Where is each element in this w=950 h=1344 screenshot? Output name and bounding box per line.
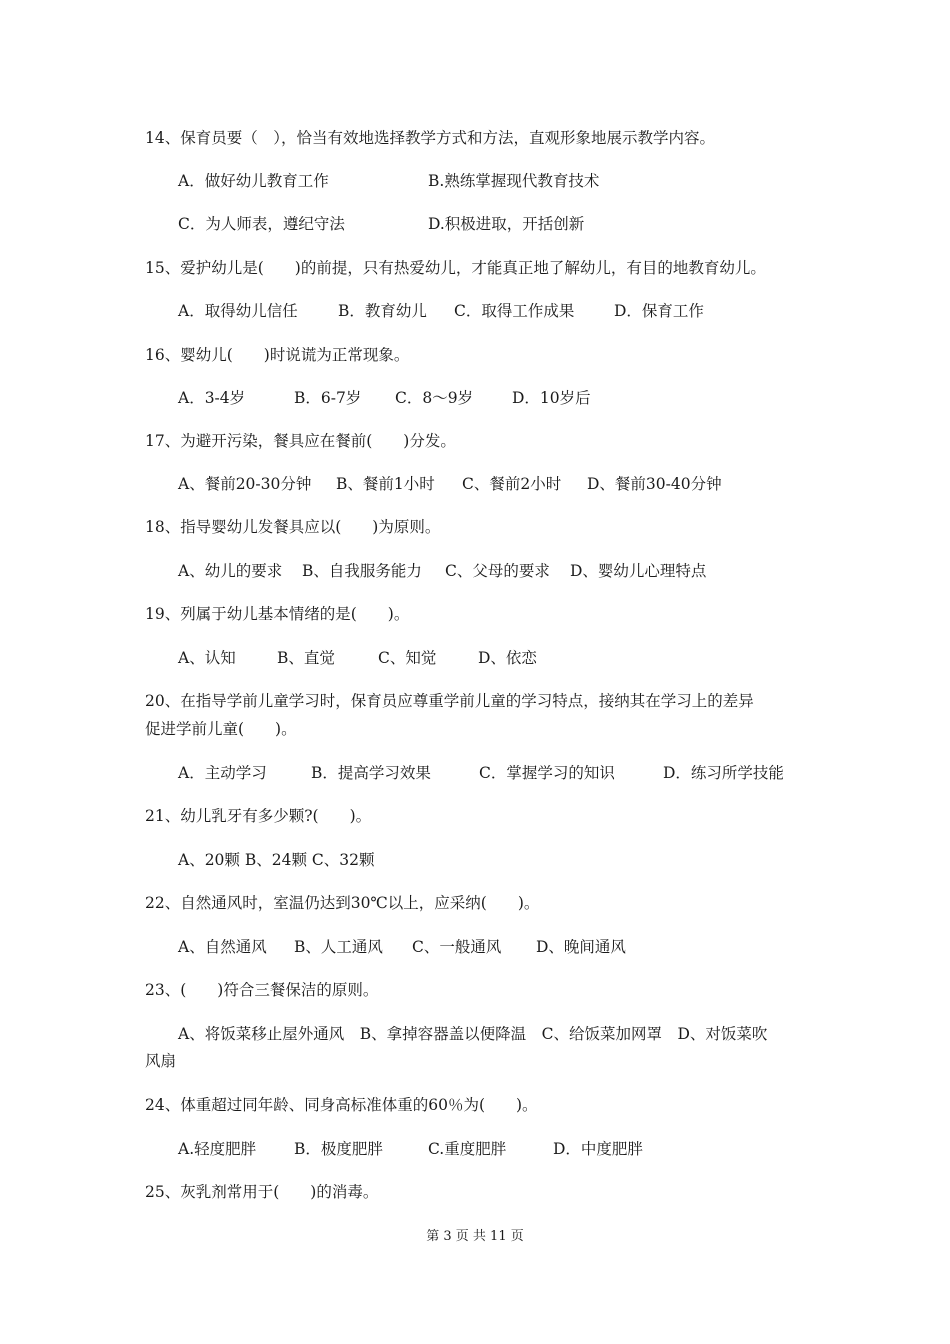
option-c: C、餐前2小时 — [462, 475, 562, 493]
option-d: D、依恋 — [478, 649, 537, 667]
page-number: 第 3 页 共 11 页 — [426, 1229, 524, 1244]
option-b: B、人工通风 — [294, 938, 383, 956]
option-c: C．取得工作成果 — [454, 302, 575, 320]
option-d: D.积极进取，开括创新 — [428, 215, 585, 233]
option-b: B．提高学习效果 — [311, 764, 431, 782]
option-c: C、父母的要求 — [445, 562, 550, 580]
option-b: B、餐前1小时 — [336, 475, 435, 493]
question-25: 25、灰乳剂常用于( )的消毒。 — [145, 1183, 379, 1201]
question-19: 19、列属于幼儿基本情绪的是( )。 — [145, 605, 410, 623]
option-a: A．取得幼儿信任 — [178, 302, 298, 320]
option-a: A、自然通风 — [178, 938, 267, 956]
question-17: 17、为避开污染，餐具应在餐前( )分发。 — [145, 432, 456, 450]
option-a: A．主动学习 — [178, 764, 267, 782]
option-a: A、幼儿的要求 — [178, 562, 283, 580]
option-b: B．极度肥胖 — [294, 1140, 383, 1158]
option-b: B、直觉 — [277, 649, 335, 667]
option-d: D．保育工作 — [614, 302, 704, 320]
question-16: 16、婴幼儿( )时说谎为正常现象。 — [145, 346, 410, 364]
option-c: C．为人师表，遵纪守法 — [178, 215, 345, 233]
option-a: A、认知 — [178, 649, 236, 667]
question-14: 14、保育员要（ ），恰当有效地选择教学方式和方法，直观形象地展示教学内容。 — [145, 129, 715, 147]
question-23-options-continued: 风扇 — [145, 1052, 177, 1070]
option-d: D、餐前30-40分钟 — [587, 475, 722, 493]
option-a: A.轻度肥胖 — [178, 1140, 257, 1158]
option-b: B、自我服务能力 — [302, 562, 422, 580]
question-15: 15、爱护幼儿是( )的前提，只有热爱幼儿，才能真正地了解幼儿，有目的地教育幼儿。 — [145, 259, 766, 277]
question-23: 23、( )符合三餐保洁的原则。 — [145, 981, 379, 999]
option-d: D．中度肥胖 — [553, 1140, 643, 1158]
option-c: C、知觉 — [378, 649, 437, 667]
option-d: D、晚间通风 — [536, 938, 626, 956]
option-a: A、餐前20-30分钟 — [178, 475, 312, 493]
option-c: C．掌握学习的知识 — [479, 764, 615, 782]
option-a: A．做好幼儿教育工作 — [178, 172, 329, 190]
option-d: D、婴幼儿心理特点 — [570, 562, 707, 580]
question-22: 22、自然通风时，室温仍达到30℃以上，应采纳( )。 — [145, 894, 540, 912]
question-24: 24、体重超过同年龄、同身高标准体重的60％为( )。 — [145, 1096, 538, 1114]
option-c: C.重度肥胖 — [428, 1140, 507, 1158]
option-b: B．6-7岁 — [294, 389, 362, 407]
question-21-options: A、20颗 B、24颗 C、32颗 — [178, 851, 375, 869]
option-c: C．8～9岁 — [395, 389, 474, 407]
option-d: D．练习所学技能 — [663, 764, 784, 782]
question-18: 18、指导婴幼儿发餐具应以( )为原则。 — [145, 518, 441, 536]
option-b: B．教育幼儿 — [338, 302, 427, 320]
question-20: 20、在指导学前儿童学习时，保育员应尊重学前儿童的学习特点，接纳其在学习上的差异 — [145, 692, 754, 710]
question-23-options: A、将饭菜移止屋外通风 B、拿掉容器盖以便降温 C、给饭菜加网罩 D、对饭菜吹 — [178, 1025, 768, 1043]
question-20-continued: 促进学前儿童( )。 — [145, 720, 297, 738]
option-a: A．3-4岁 — [178, 389, 246, 407]
option-c: C、一般通风 — [412, 938, 502, 956]
question-21: 21、幼儿乳牙有多少颗?( )。 — [145, 807, 372, 825]
option-d: D．10岁后 — [512, 389, 591, 407]
option-b: B.熟练掌握现代教育技术 — [428, 172, 600, 190]
